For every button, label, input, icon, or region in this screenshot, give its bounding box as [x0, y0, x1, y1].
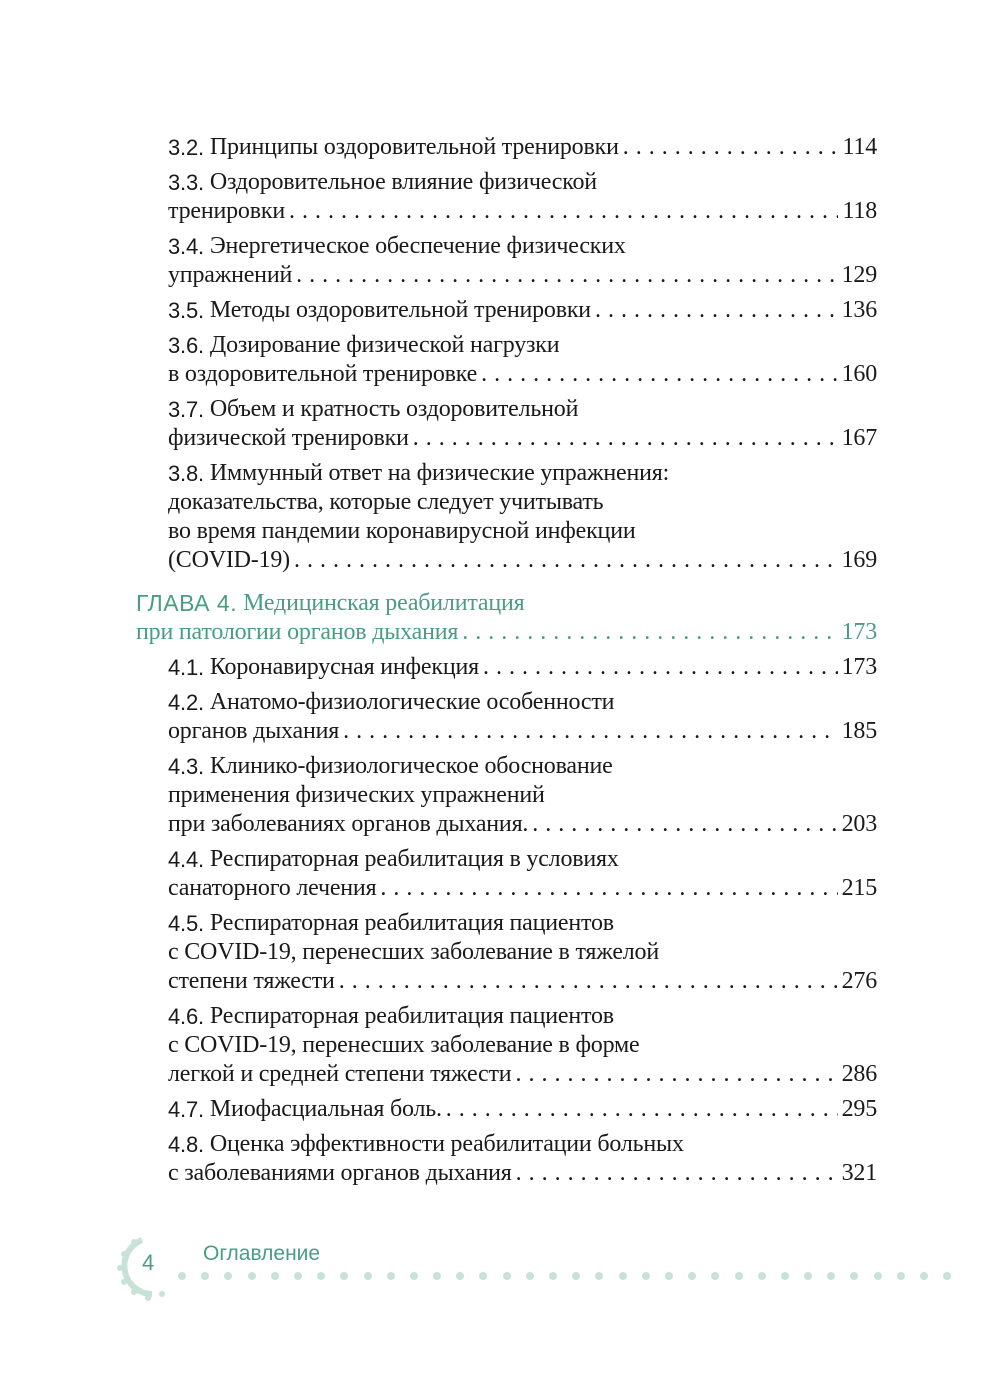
dot-leader	[296, 261, 837, 290]
toc-line	[168, 653, 877, 682]
toc-line	[168, 810, 877, 839]
toc-entry	[136, 688, 877, 746]
entry-title: применения физических упражнений	[168, 782, 545, 808]
rule-dot	[410, 1272, 418, 1280]
dot-leader	[483, 653, 838, 682]
rule-dot	[271, 1272, 279, 1280]
toc-line	[136, 618, 877, 647]
entry-number: 4.4.	[168, 847, 204, 872]
entry-number: 3.8.	[168, 461, 204, 486]
entry-number: 3.2.	[168, 135, 204, 160]
dotted-rule	[178, 1272, 951, 1280]
rule-dot	[294, 1272, 302, 1280]
entry-page-number: 203	[841, 811, 877, 837]
toc-entry	[136, 296, 877, 325]
entry-number: 4.8.	[168, 1132, 204, 1157]
entry-number: 4.7.	[168, 1097, 204, 1122]
dot-leader	[532, 810, 837, 839]
rule-dot	[874, 1272, 882, 1280]
entry-title: упражнений	[168, 262, 293, 288]
entry-page-number: 118	[842, 198, 877, 224]
entry-title: тренировки	[168, 198, 285, 224]
rule-dot	[897, 1272, 905, 1280]
entry-page-number: 114	[842, 134, 877, 160]
entry-number: 3.6.	[168, 333, 204, 358]
entry-page-number: 173	[841, 619, 877, 645]
toc-entry	[136, 232, 877, 290]
toc-line	[168, 424, 877, 453]
entry-title: Дозирование физической нагрузки	[209, 332, 560, 358]
toc-line	[168, 261, 877, 290]
toc-entry	[136, 909, 877, 996]
entry-page-number: 173	[841, 654, 877, 680]
rule-dot	[595, 1272, 603, 1280]
rule-dot	[526, 1272, 534, 1280]
toc-line	[168, 168, 877, 197]
entry-title: Медицинская реабилитация	[243, 590, 525, 616]
toc-line	[168, 1095, 877, 1124]
rule-dot	[850, 1272, 858, 1280]
rule-dot	[688, 1272, 696, 1280]
rule-dot	[178, 1272, 186, 1280]
toc-line	[168, 517, 877, 546]
toc-line	[168, 1159, 877, 1188]
dot-leader	[515, 1060, 837, 1089]
toc-line	[168, 717, 877, 746]
entry-title: санаторного лечения	[168, 875, 377, 901]
rule-dot	[619, 1272, 627, 1280]
entry-page-number: 129	[841, 262, 877, 288]
entry-title: в оздоровительной тренировке	[168, 361, 478, 387]
entry-number: ГЛАВА 4.	[136, 590, 238, 616]
entry-title: физической тренировки	[168, 425, 409, 451]
rule-dot	[665, 1272, 673, 1280]
dot-leader	[289, 197, 839, 226]
entry-title: доказательства, которые следует учитывать	[168, 489, 604, 515]
rule-dot	[224, 1272, 232, 1280]
running-footer-title: Оглавление	[203, 1242, 321, 1265]
entry-page-number: 136	[841, 297, 877, 323]
toc-line	[168, 459, 877, 488]
entry-number: 4.3.	[168, 754, 204, 779]
toc-entry	[136, 1002, 877, 1089]
rule-dot	[503, 1272, 511, 1280]
entry-number: 4.5.	[168, 911, 204, 936]
toc-entry	[136, 459, 877, 575]
entry-title: с COVID-19, перенесших заболевание в форме	[168, 1032, 640, 1058]
toc-entry	[136, 331, 877, 389]
entry-title: с COVID-19, перенесших заболевание в тяжелой	[168, 939, 660, 965]
entry-title: с заболеваниями органов дыхания	[168, 1160, 512, 1186]
entry-number: 3.5.	[168, 298, 204, 323]
dot-leader	[413, 424, 838, 453]
rule-dot	[943, 1272, 951, 1280]
entry-page-number: 286	[841, 1061, 877, 1087]
dot-leader	[623, 133, 839, 162]
entry-title: во время пандемии коронавирусной инфекции	[168, 518, 636, 544]
toc-entry	[136, 1095, 877, 1124]
entry-number: 4.1.	[168, 655, 204, 680]
entry-title: Респираторная реабилитация пациентов	[209, 1003, 614, 1029]
toc-line	[168, 331, 877, 360]
toc-line	[136, 589, 877, 618]
dot-leader	[446, 1095, 838, 1124]
toc-line	[168, 1060, 877, 1089]
toc-line	[168, 845, 877, 874]
page-number: 4	[142, 1250, 155, 1275]
entry-title: Объем и кратность оздоровительной	[209, 396, 579, 422]
entry-title: Оздоровительное влияние физической	[209, 169, 597, 195]
entry-title: Миофасциальная боль.	[209, 1096, 442, 1122]
entry-number: 3.3.	[168, 170, 204, 195]
dot-leader	[462, 618, 837, 647]
entry-page-number: 295	[841, 1096, 877, 1122]
rule-dot	[317, 1272, 325, 1280]
entry-page-number: 276	[841, 968, 877, 994]
toc-line	[168, 752, 877, 781]
toc-line	[168, 197, 877, 226]
rule-dot	[758, 1272, 766, 1280]
toc-entry	[136, 168, 877, 226]
toc-line	[168, 1002, 877, 1031]
entry-title: Клинико-физиологическое обоснование	[209, 753, 613, 779]
toc-line	[168, 967, 877, 996]
toc-entry	[136, 395, 877, 453]
dot-leader	[294, 546, 838, 575]
toc-line	[168, 360, 877, 389]
entry-title: Методы оздоровительной тренировки	[209, 297, 591, 323]
entry-title: Иммунный ответ на физические упражнения:	[209, 460, 670, 486]
toc-line	[168, 296, 877, 325]
entry-number: 3.7.	[168, 397, 204, 422]
entry-title: степени тяжести	[168, 968, 335, 994]
entry-title: при патологии органов дыхания	[136, 619, 459, 645]
toc-line	[168, 133, 877, 162]
rule-dot	[387, 1272, 395, 1280]
toc-line	[168, 546, 877, 575]
entry-page-number: 321	[841, 1160, 877, 1186]
entry-number: 4.2.	[168, 690, 204, 715]
table-of-contents	[136, 133, 877, 1194]
rule-dot	[549, 1272, 557, 1280]
page-footer	[112, 1232, 892, 1302]
toc-entry	[136, 845, 877, 903]
entry-title: Анатомо-физиологические особенности	[209, 689, 615, 715]
dot-leader	[339, 967, 838, 996]
rule-dot	[456, 1272, 464, 1280]
toc-entry	[136, 1130, 877, 1188]
entry-number: 3.4.	[168, 234, 204, 259]
rule-dot	[364, 1272, 372, 1280]
rule-dot	[735, 1272, 743, 1280]
toc-line	[168, 874, 877, 903]
entry-page-number: 160	[841, 361, 877, 387]
entry-page-number: 215	[841, 875, 877, 901]
toc-line	[168, 395, 877, 424]
rule-dot	[433, 1272, 441, 1280]
toc-line	[168, 938, 877, 967]
entry-page-number: 185	[841, 718, 877, 744]
entry-title: Коронавирусная инфекция	[209, 654, 479, 680]
toc-line	[168, 781, 877, 810]
rule-dot	[572, 1272, 580, 1280]
entry-title: Респираторная реабилитация в условиях	[209, 846, 619, 872]
dot-leader	[343, 717, 838, 746]
rule-dot	[248, 1272, 256, 1280]
toc-line	[168, 488, 877, 517]
entry-title: Респираторная реабилитация пациентов	[209, 910, 614, 936]
toc-line	[168, 909, 877, 938]
entry-title: Оценка эффективности реабилитации больных	[209, 1131, 684, 1157]
rule-dot	[804, 1272, 812, 1280]
dot-leader	[380, 874, 837, 903]
dot-leader	[516, 1159, 838, 1188]
toc-line	[168, 1031, 877, 1060]
entry-page-number: 167	[841, 425, 877, 451]
rule-dot	[642, 1272, 650, 1280]
dot-leader	[595, 296, 838, 325]
entry-title: (COVID-19)	[168, 547, 290, 573]
toc-entry	[136, 653, 877, 682]
entry-number: 4.6.	[168, 1004, 204, 1029]
toc-line	[168, 1130, 877, 1159]
rule-dot	[781, 1272, 789, 1280]
toc-chapter	[136, 589, 877, 647]
toc-line	[168, 232, 877, 261]
rule-dot	[479, 1272, 487, 1280]
entry-title: Энергетическое обеспечение физических	[209, 233, 626, 259]
rule-dot	[201, 1272, 209, 1280]
entry-page-number: 169	[841, 547, 877, 573]
dot-leader	[481, 360, 838, 389]
rule-dot	[920, 1272, 928, 1280]
entry-title: при заболеваниях органов дыхания.	[168, 811, 529, 837]
entry-title: легкой и средней степени тяжести	[168, 1061, 512, 1087]
entry-title: Принципы оздоровительной тренировки	[209, 134, 619, 160]
rule-dot	[711, 1272, 719, 1280]
toc-line	[168, 688, 877, 717]
rule-dot	[340, 1272, 348, 1280]
toc-entry	[136, 133, 877, 162]
entry-title: органов дыхания	[168, 718, 340, 744]
toc-entry	[136, 752, 877, 839]
rule-dot	[827, 1272, 835, 1280]
